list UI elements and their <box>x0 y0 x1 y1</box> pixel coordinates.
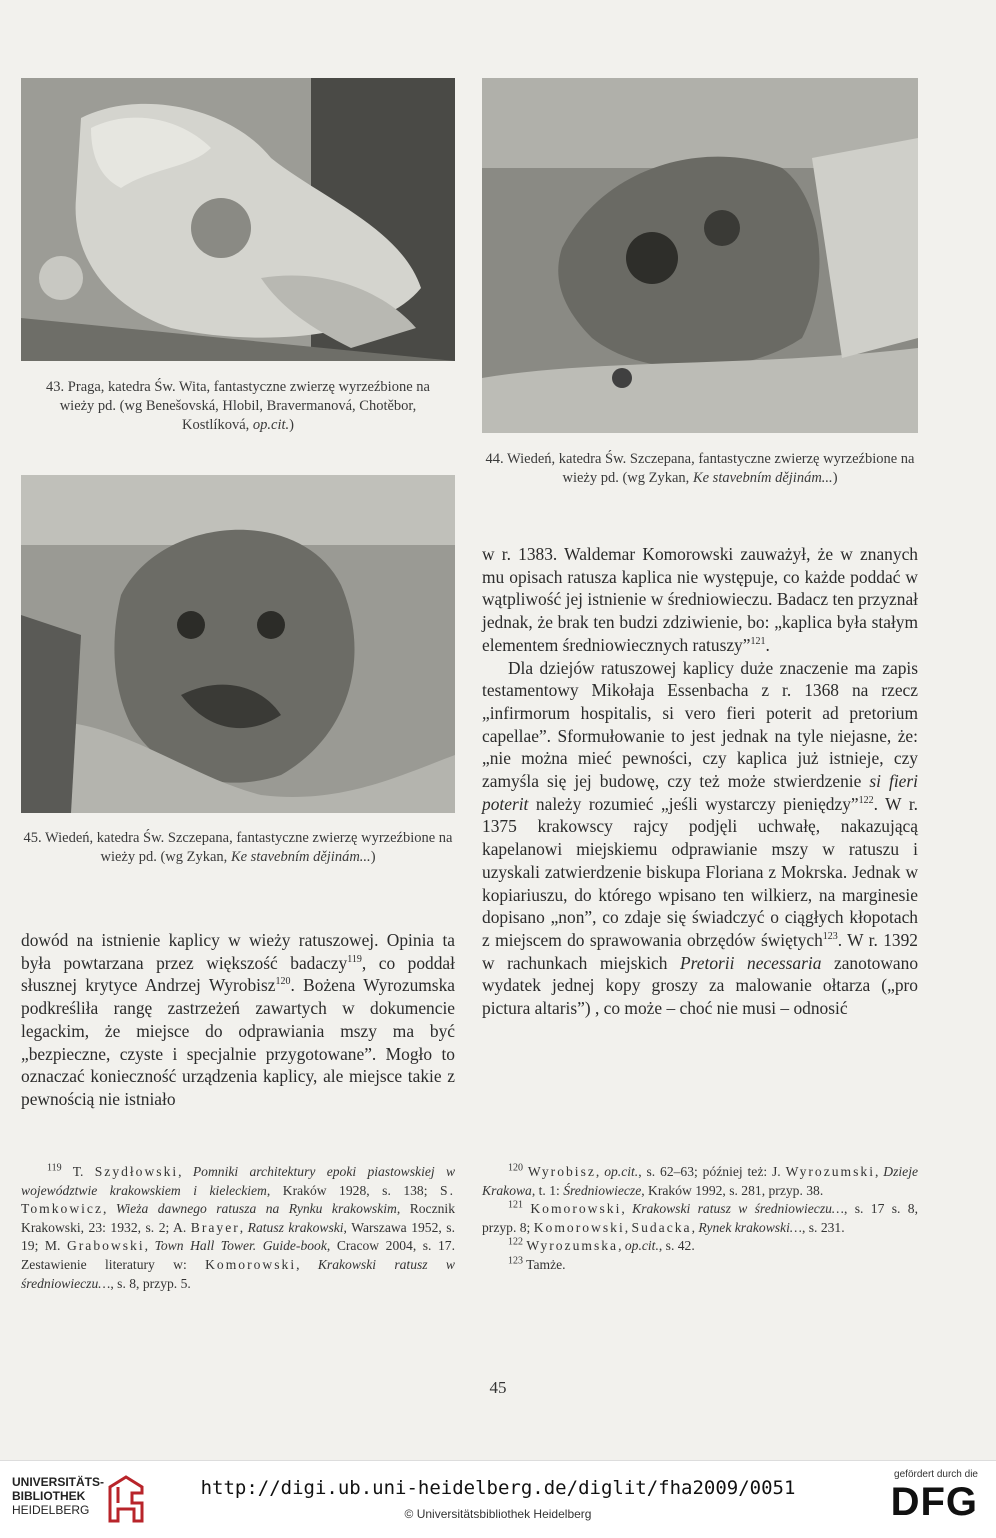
document-url-link[interactable]: http://digi.ub.uni-heidelberg.de/diglit/fha2009/0051 <box>200 1477 796 1499</box>
right-column-text <box>482 543 918 1020</box>
footnote-121: $^{121}$ Komorowski, Krakowski ratusz w średniowieczu…, s. 17 s. 8, przyp. 8; Komorowski, Sudacka, Rynek krakowski…, s. 231. <box>482 1199 918 1235</box>
dfg-funding-logo[interactable] <box>891 1469 978 1524</box>
library-name: UNIVERSITÄTS- BIBLIOTHEK HEIDELBERG <box>12 1475 105 1517</box>
funded-by-label: gefördert durch die <box>894 1469 978 1480</box>
paragraph: w r. 1383. Waldemar Komorowski zauważył, że w znanych mu opisach ratusza kaplica nie występuje, co każde poddać w wątpliwość jej istnienie w średniowieczu. Badacz ten przyznał jednak, że brak ten budzi zdziwienie, bo: „kaplica była stałym elementem średniowiecznych ratuszy”$^{121}$. <box>482 544 918 655</box>
footnote-122: $^{122}$ Wyrozumska, op.cit., s. 42. <box>508 1236 695 1254</box>
viewer-footer <box>0 1460 996 1538</box>
figure-43-photo <box>21 78 455 361</box>
dfg-wordmark: DFG <box>890 1480 978 1524</box>
figure-45-caption: 45. Wiedeń, katedra Św. Szczepana, fantastyczne zwierzę wyrzeźbione na wieży pd. (wg Zykan, Ke stavebním dějinám...) <box>23 830 453 865</box>
figure-44-photo <box>482 78 918 433</box>
footnotes-right <box>482 1163 918 1275</box>
figure-45-photo <box>21 475 455 813</box>
footnote-123: $^{123}$ Tamże. <box>508 1255 566 1272</box>
figure-44-caption: 44. Wiedeń, katedra Św. Szczepana, fantastyczne zwierzę wyrzeźbione na wieży pd. (wg Zykan, Ke stavebním dějinám...) <box>485 451 915 486</box>
footnote-119: $^{119}$ T. Szydłowski, Pomniki architektury epoki piastowskiej w województwie krakowskiem i kieleckiem, Kraków 1928, s. 138; S. Tomkowicz, Wieża dawnego ratusza na Rynku krakowskim, Rocznik Krakowski, 23: 1932, s. 2; A. Brayer, Ratusz krakowski, Warszawa 1952, s. 19; M. Grabowski, Town Hall Tower. Guide-book, Cracow 2004, s. 17. Zestawienie literatury w: Komorowski, Krakowski ratusz w średniowieczu…, s. 8, przyp. 5. <box>21 1162 456 1291</box>
paragraph: dowód na istnienie kaplicy w wieży ratuszowej. Opinia ta była powtarzana przez większość badaczy$^{119}$, co poddał słusznej krytyce Andrzej Wyrobisz$^{120}$. Bożena Wyrozumska podkreśliła rangę zastrzeżeń zawartych w dokumencie legackim, że miejsce do odprawiania mszy ma być „bezpieczne, czyste i specjalnie przygotowane”. Mogło to oznaczać konieczność urządzenia kaplicy, ale miejsce takie z pewnością nie istniało <box>21 930 455 1109</box>
paragraph: Dla dziejów ratuszowej kaplicy duże znaczenie ma zapis testamentowy Mikołaja Essenbacha z r. 1368 na rzecz „infirmorum hospitalis, si vero fieri poterit ad pretorium capellae”. Sformułowanie to jest jednak na tyle niejasne, że: „nie można mieć pewności, czy kaplica już istnieje, czy zamyśla się jej budowę, czy też może stwierdzenie si fieri poterit należy rozumieć „jeśli wystarczy pieniędzy”$^{122}$. W r. 1375 krakowscy rajcy podjęli uchwałę, nakazującą kapelanowi miejskiemu odprawianie mszy w ratuszu i uzyskali zatwierdzenie biskupa Floriana z Mokrska. Jednak w kopiariuszu, do którego wpisano ten wilkierz, na marginesie dopisano „non”, co zdaje się świadczyć o ciągłych kłopotach z miejscem do sprawowania obrzędów świętych$^{123}$. W r. 1392 w rachunkach miejskich Pretorii necessaria zanotowano wydatek jednej kopy groszy za malowanie ołtarza („pro pictura altaris”) , co może – choć nie musi – odnosić <box>482 657 919 1019</box>
figure-43-caption: 43. Praga, katedra Św. Wita, fantastyczne zwierzę wyrzeźbione na wieży pd. (wg Benešovská, Hlobil, Bravermanová, Chotěbor, Kostlíková, op.cit.) <box>46 379 430 433</box>
footnote-120: $^{120}$ Wyrobisz, op.cit., s. 62–63; później też: J. Wyrozumski, Dzieje Krakowa, t. 1: Średniowiecze, Kraków 1992, s. 281, przyp. 38. <box>482 1162 919 1198</box>
copyright-notice: © Universitätsbibliothek Heidelberg <box>404 1507 592 1521</box>
footnotes-left <box>21 1163 455 1293</box>
page-number: 45 <box>489 1378 507 1397</box>
left-column-text <box>21 929 455 1111</box>
